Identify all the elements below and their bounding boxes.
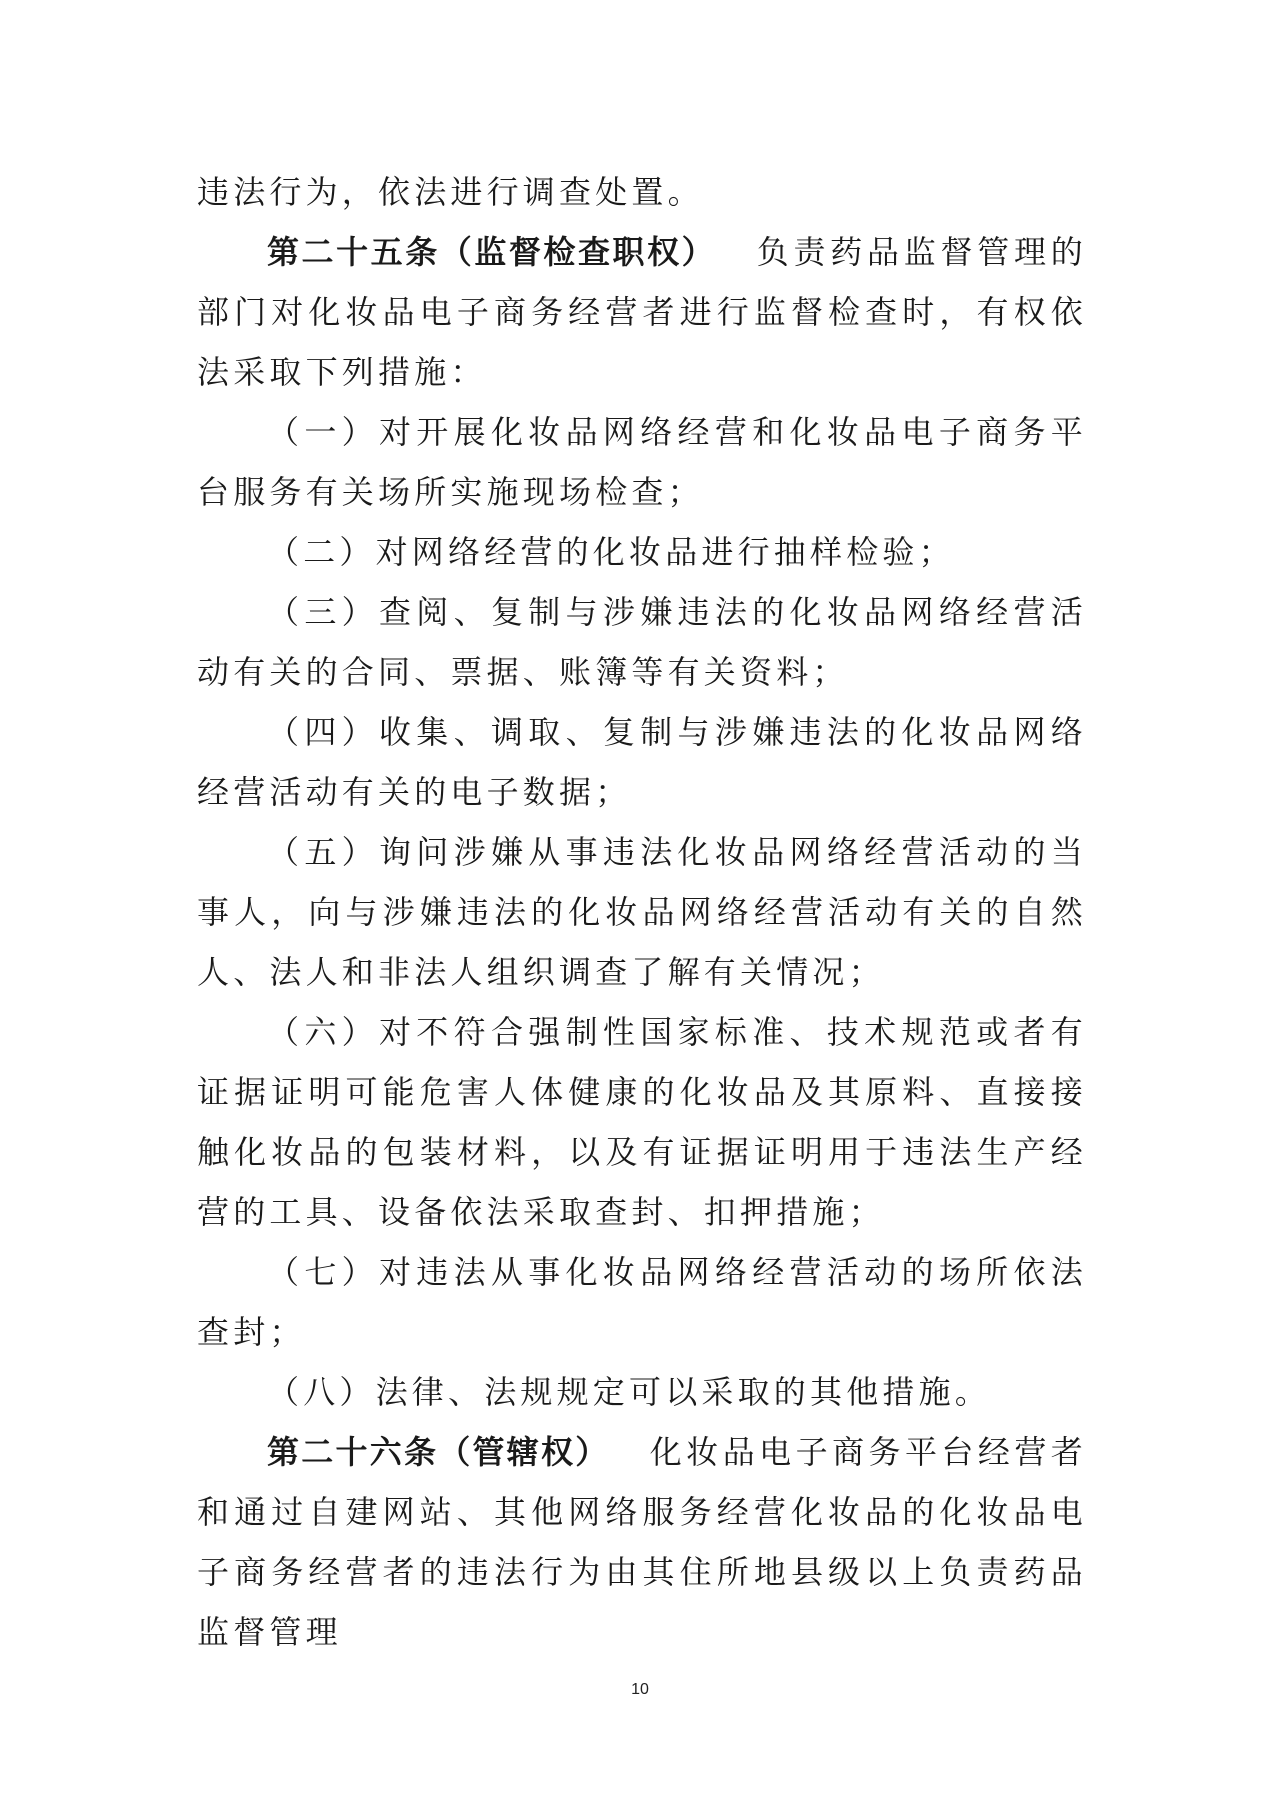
article-26-title: 第二十六条（管辖权） (267, 1433, 610, 1471)
article-25-item-2: （二）对网络经营的化妆品进行抽样检验； (267, 533, 955, 571)
article-25-item-7: （七）对违法从事化妆品网络经营活动的场所依法查封； (197, 1253, 1087, 1351)
article-25 (197, 222, 1087, 402)
article-25-item-5: （五）询问涉嫌从事违法化妆品网络经营活动的当事人，向与涉嫌违法的化妆品网络经营活动有关的自然人、法人和非法人组织调查了解有关情况； (197, 833, 1087, 991)
article-25-item-4: （四）收集、调取、复制与涉嫌违法的化妆品网络经营活动有关的电子数据； (197, 713, 1087, 811)
article-25-text: 负责药品监督管理的部门对化妆品电子商务经营者进行监督检查时，有权依法采取下列措施： (197, 233, 1087, 391)
article-25-item-3: （三）查阅、复制与涉嫌违法的化妆品网络经营活动有关的合同、票据、账簿等有关资料； (197, 593, 1087, 691)
article-25-title: 第二十五条（监督检查职权） (267, 233, 717, 271)
article-25-item-1: （一）对开展化妆品网络经营和化妆品电子商务平台服务有关场所实施现场检查； (197, 413, 1087, 511)
article-26-text: 化妆品电子商务平台经营者和通过自建网站、其他网络服务经营化妆品的化妆品电子商务经营者的违法行为由其住所地县级以上负责药品监督管理 (197, 1433, 1087, 1651)
article-25-item-6: （六）对不符合强制性国家标准、技术规范或者有证据证明可能危害人体健康的化妆品及其原料、直接接触化妆品的包装材料，以及有证据证明用于违法生产经营的工具、设备依法采取查封、扣押措施； (197, 1013, 1087, 1231)
article-26 (197, 1422, 1087, 1662)
article-25-item-8: （八）法律、法规规定可以采取的其他措施。 (267, 1373, 992, 1411)
document-body (197, 162, 1087, 1662)
page-number: 10 (631, 1681, 649, 1698)
paragraph-continuation: 违法行为，依法进行调查处置。 (197, 173, 704, 211)
